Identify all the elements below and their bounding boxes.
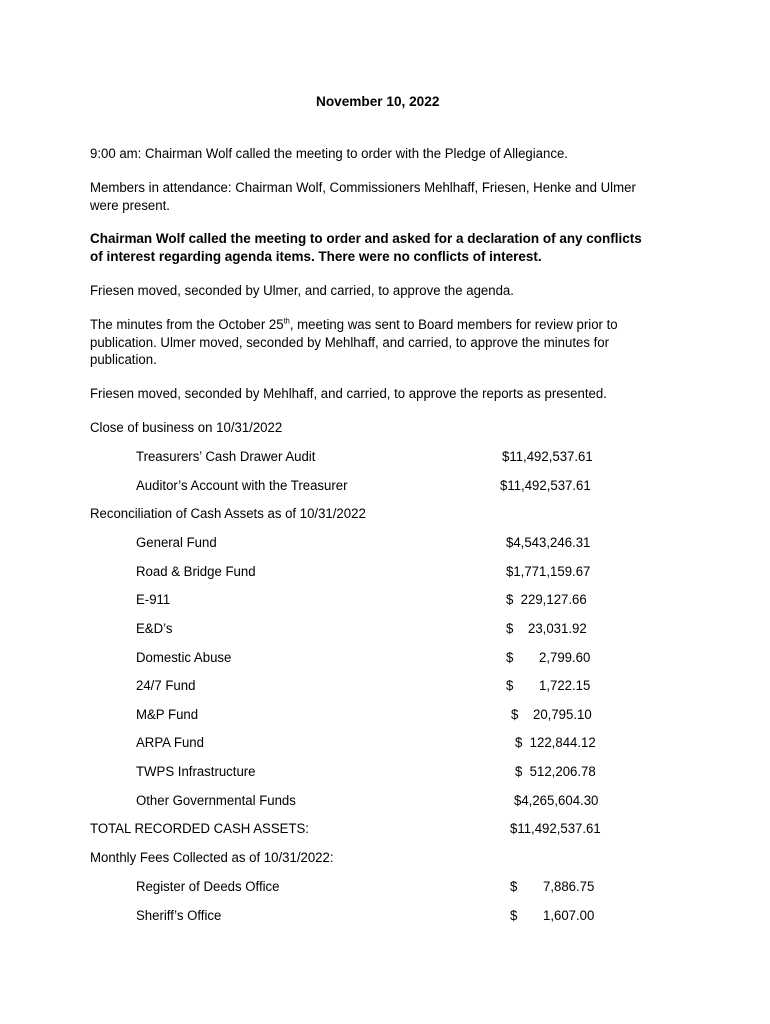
fund-label: Other Governmental Funds [136, 793, 296, 809]
fee-label: Register of Deeds Office [136, 879, 280, 895]
fee-label: Sheriff’s Office [136, 908, 222, 924]
total-amount: $11,492,537.61 [510, 821, 601, 837]
fund-label: TWPS Infrastructure [136, 764, 256, 780]
fund-amount: $ 229,127.66 [506, 592, 587, 608]
fund-amount: $ 2,799.60 [506, 650, 591, 666]
fee-amount: $ 1,607.00 [510, 908, 595, 924]
fund-amount: $4,543,246.31 [506, 535, 591, 551]
fund-amount: $ 23,031.92 [506, 621, 587, 637]
fund-label: General Fund [136, 535, 217, 551]
fund-amount: $ 122,844.12 [515, 735, 596, 751]
minutes-text-1: The minutes from the October 25 [90, 317, 284, 333]
fund-amount: $ 20,795.10 [511, 707, 592, 723]
attendance-paragraph: Members in attendance: Chairman Wolf, Commissioners Mehlhaff, Friesen, Henke and Ulmer were present. [90, 180, 636, 214]
close-heading: Close of business on 10/31/2022 [90, 420, 283, 436]
minutes-superscript: th [283, 316, 290, 326]
fund-amount: $1,771,159.67 [506, 564, 591, 580]
opening-paragraph: 9:00 am: Chairman Wolf called the meeting to order with the Pledge of Allegiance. [90, 146, 568, 162]
fund-amount: $ 512,206.78 [515, 764, 596, 780]
meeting-date: November 10, 2022 [316, 94, 440, 110]
minutes-text-2: , meeting was sent to Board members for review prior to publication. Ulmer moved, seconded by Mehlhaff, and carried, to approve the minutes for publication. [90, 317, 618, 368]
agenda-paragraph: Friesen moved, seconded by Ulmer, and carried, to approve the agenda. [90, 283, 514, 299]
fund-label: M&P Fund [136, 707, 199, 723]
fund-label: 24/7 Fund [136, 678, 196, 694]
reconciliation-heading: Reconciliation of Cash Assets as of 10/31/2022 [90, 506, 366, 522]
fund-label: E&D’s [136, 621, 173, 637]
fund-label: Road & Bridge Fund [136, 564, 256, 580]
fund-label: ARPA Fund [136, 735, 204, 751]
conflicts-paragraph: Chairman Wolf called the meeting to order and asked for a declaration of any conflicts of interest regarding agenda items. There were no conflicts of interest. [90, 231, 642, 265]
minutes-paragraph [90, 317, 653, 370]
fund-label: Domestic Abuse [136, 650, 232, 666]
reports-paragraph: Friesen moved, seconded by Mehlhaff, and carried, to approve the reports as presented. [90, 386, 607, 402]
close-item-label: Auditor’s Account with the Treasurer [136, 478, 348, 494]
total-label: TOTAL RECORDED CASH ASSETS: [90, 821, 309, 837]
close-item-amount: $11,492,537.61 [500, 478, 591, 494]
fund-label: E-911 [136, 592, 171, 608]
fund-amount: $4,265,604.30 [514, 793, 599, 809]
fees-heading: Monthly Fees Collected as of 10/31/2022: [90, 850, 334, 866]
fee-amount: $ 7,886.75 [510, 879, 595, 895]
close-item-amount: $11,492,537.61 [502, 449, 593, 465]
close-item-label: Treasurers’ Cash Drawer Audit [136, 449, 316, 465]
fund-amount: $ 1,722.15 [506, 678, 591, 694]
